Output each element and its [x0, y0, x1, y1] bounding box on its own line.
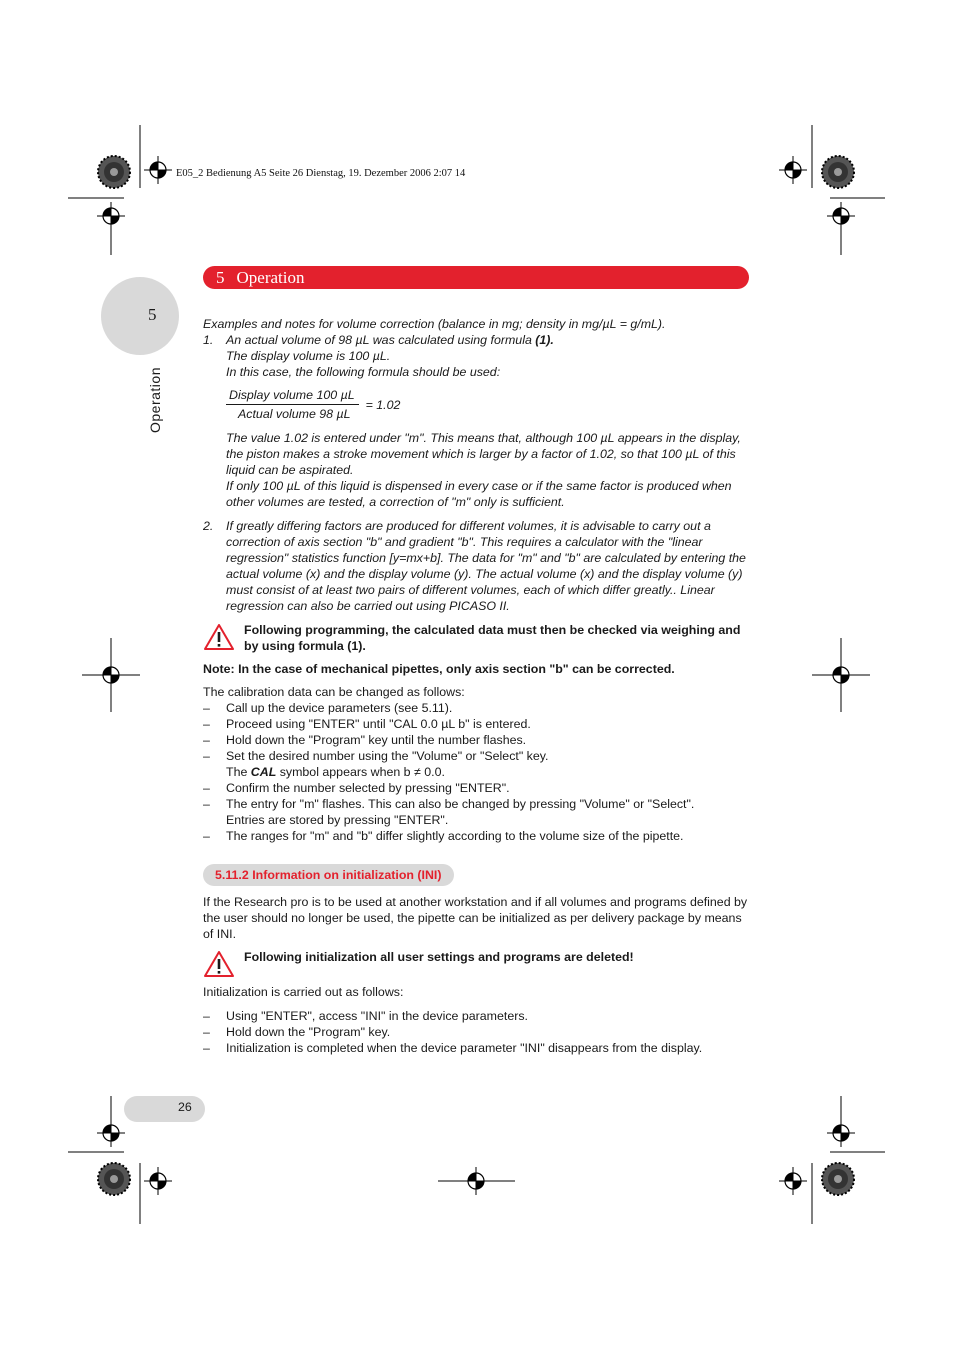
list-item: – Hold down the "Program" key until the number flashes. — [203, 733, 527, 747]
example-1-para2: If only 100 µL of this liquid is dispensed in every case or if the same factor is produced when other volumes are tested, a correction of "m" only is sufficient. — [226, 479, 732, 509]
example-2-text: If greatly differing factors are produced for different volumes, it is advisable to carry out a correction of axis section "b" and gradient "b". This requires a calculator with the "linear regression" statistics function [y=mx+b]. The data for "m" and "b" are calculated by entering the actual volume (x) and the display volume (y). The actual volume (x) and the display volume (y) must consist of at least two pairs of different volumes, each of which differ greatly.. Linear regression can also be carried out using PICASO II. — [226, 519, 746, 613]
example-2-number: 2. — [203, 519, 214, 533]
list-item-continuation: Entries are stored by pressing "ENTER". — [226, 813, 449, 827]
page-content — [203, 316, 751, 1056]
formula-result: = 1.02 — [365, 397, 401, 412]
list-item: – Hold down the "Program" key. — [203, 1025, 391, 1039]
example-1-line2: The display volume is 100 µL. — [226, 349, 391, 363]
formula-reference: (1). — [535, 333, 554, 347]
subsection-heading: 5.11.2 Information on initialization (INI) — [203, 864, 454, 886]
page-number-tab — [124, 1096, 205, 1122]
warning-icon — [203, 950, 235, 978]
formula-denominator: Actual volume 98 µL — [238, 407, 351, 421]
example-1-para1: The value 1.02 is entered under "m". This means that, although 100 µL appears in the display, the piston makes a stroke movement which is larger by a factor of 1.02, so that 100 µL of this liquid can be aspirated. — [226, 431, 741, 477]
subsection-paragraph: If the Research pro is to be used at another workstation and if all volumes and programs defined by the user should no longer be used, the pipette can be initialized as per delivery package by means of INI. — [203, 895, 748, 941]
chapter-tab-number: 5 — [148, 305, 157, 324]
example-1-line3: In this case, the following formula should be used: — [226, 365, 501, 379]
subsection-heading-wrap — [203, 864, 751, 886]
list-item: – Call up the device parameters (see 5.11). — [203, 701, 453, 715]
example-1-number: 1. — [203, 333, 214, 347]
warning-initialization — [203, 949, 751, 982]
list-item: – The ranges for "m" and "b" differ slightly according to the volume size of the pipette. — [203, 829, 684, 843]
calibration-intro: The calibration data can be changed as follows: — [203, 685, 465, 699]
print-header: E05_2 Bedienung A5 Seite 26 Dienstag, 19. Dezember 2006 2:07 14 — [176, 168, 466, 179]
formula — [226, 387, 751, 422]
warning-programming-text: Following programming, the calculated data must then be checked via weighing and by using formula (1). — [244, 623, 741, 653]
section-heading — [203, 266, 749, 289]
list-item: – Set the desired number using the "Volume" or "Select" key. — [203, 749, 549, 763]
cal-symbol: CAL — [250, 765, 277, 779]
list-item: – Using "ENTER", access "INI" in the device parameters. — [203, 1009, 528, 1023]
example-1 — [203, 332, 751, 380]
initialization-intro: Initialization is carried out as follows: — [203, 985, 404, 999]
list-item: – Confirm the number selected by pressing "ENTER". — [203, 781, 510, 795]
list-item: – Initialization is completed when the device parameter "INI" disappears from the display. — [203, 1041, 703, 1055]
chapter-side-label: Operation — [147, 367, 163, 433]
intro-text: Examples and notes for volume correction (balance in mg; density in mg/µL = g/mL). — [203, 317, 666, 331]
formula-numerator: Display volume 100 µL — [226, 387, 359, 405]
formula-fraction — [226, 387, 359, 422]
example-2 — [203, 518, 751, 614]
warning-icon — [203, 623, 235, 651]
list-item: – Proceed using "ENTER" until "CAL 0.0 µL b" is entered. — [203, 717, 531, 731]
section-title: Operation — [236, 267, 305, 287]
chapter-tab — [101, 277, 179, 355]
note-mechanical: Note: In the case of mechanical pipettes, only axis section "b" can be corrected. — [203, 662, 675, 676]
warning-programming — [203, 622, 751, 655]
example-1-line1: An actual volume of 98 µL was calculated using formula (1). — [226, 333, 554, 347]
warning-initialization-text: Following initialization all user settings and programs are deleted! — [244, 950, 634, 964]
page-number: 26 — [178, 1100, 192, 1114]
list-item: – The entry for "m" flashes. This can also be changed by pressing "Volume" or "Select". — [203, 797, 695, 811]
cal-symbol-note: The CAL symbol appears when b ≠ 0.0. — [226, 765, 445, 779]
section-number: 5 — [216, 267, 225, 287]
